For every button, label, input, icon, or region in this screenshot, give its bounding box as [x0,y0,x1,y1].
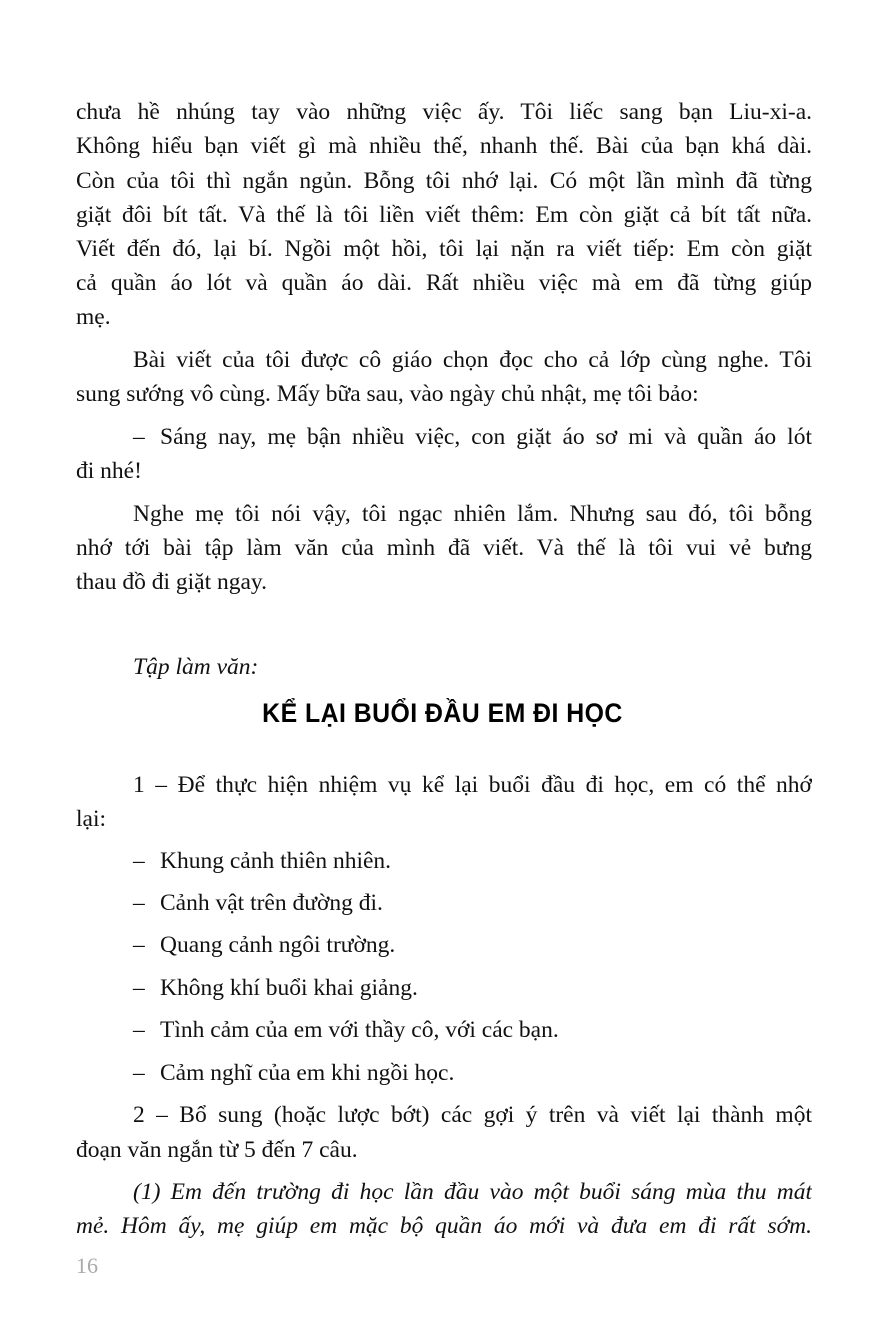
sample-line: (1) Em đến trường đi học lần đầu vào một buổi sáng mùa thu mát [133,1179,812,1205]
story-line: mẹ. [76,304,111,330]
story-line: Còn của tôi thì ngắn ngủn. Bỗng tôi nhớ lại. Có một lần mình đã từng [76,168,812,194]
dash-marker: – [133,848,145,874]
story-line: cả quần áo lót và quần áo dài. Rất nhiều việc mà em đã từng giúp [76,270,812,296]
bullet-item: Cảm nghĩ của em khi ngồi học. [160,1060,455,1086]
bullet-item: Cảnh vật trên đường đi. [160,890,383,916]
story-line: Nghe mẹ tôi nói vậy, tôi ngạc nhiên lắm. Nhưng sau đó, tôi bỗng [133,501,812,527]
story-line: Bài viết của tôi được cô giáo chọn đọc cho cả lớp cùng nghe. Tôi [133,347,812,373]
story-line: chưa hề nhúng tay vào những việc ấy. Tôi liếc sang bạn Liu-xi-a. [76,99,812,125]
story-line: thau đồ đi giặt ngay. [76,569,268,595]
bullet-item: Quang cảnh ngôi trường. [160,932,396,958]
task-line: đoạn văn ngắn từ 5 đến 7 câu. [76,1137,358,1163]
section-label: Tập làm văn: [133,654,259,680]
task-line: 1 – Để thực hiện nhiệm vụ kể lại buổi đầu đi học, em có thể nhớ [133,772,812,798]
task-line: 2 – Bổ sung (hoặc lược bớt) các gợi ý trên và viết lại thành một [133,1102,812,1128]
story-line: giặt đôi bít tất. Và thế là tôi liền viết thêm: Em còn giặt cả bít tất nữa. [76,202,812,228]
dash-marker: – [133,890,145,916]
task-line: lại: [76,806,107,832]
dash-marker: – [133,932,145,958]
bullet-item: Khung cảnh thiên nhiên. [160,848,392,874]
bullet-item: Không khí buổi khai giảng. [160,975,418,1001]
lesson-title: KỂ LẠI BUỔI ĐẦU EM ĐI HỌC [262,698,623,728]
story-line: Viết đến đó, lại bí. Ngồi một hồi, tôi lại nặn ra viết tiếp: Em còn giặt [76,236,812,262]
story-line: sung sướng vô cùng. Mấy bữa sau, vào ngày chủ nhật, mẹ tôi bảo: [76,381,699,407]
bullet-item: Tình cảm của em với thầy cô, với các bạn. [160,1017,559,1043]
story-line: nhớ tới bài tập làm văn của mình đã viết. Và thế là tôi vui vẻ bưng [76,535,812,561]
dash-marker: – [133,1060,145,1086]
story-line: Không hiểu bạn viết gì mà nhiều thế, nhanh thế. Bài của bạn khá dài. [76,133,812,159]
dash-marker: – [133,424,145,450]
dialogue-line: Sáng nay, mẹ bận nhiều việc, con giặt áo sơ mi và quần áo lót [160,424,812,450]
page-number: 16 [76,1253,98,1278]
dash-marker: – [133,1017,145,1043]
dash-marker: – [133,975,145,1001]
dialogue-line: đi nhé! [76,458,142,484]
sample-line: mẻ. Hôm ấy, mẹ giúp em mặc bộ quần áo mới và đưa em đi rất sớm. [76,1213,812,1239]
